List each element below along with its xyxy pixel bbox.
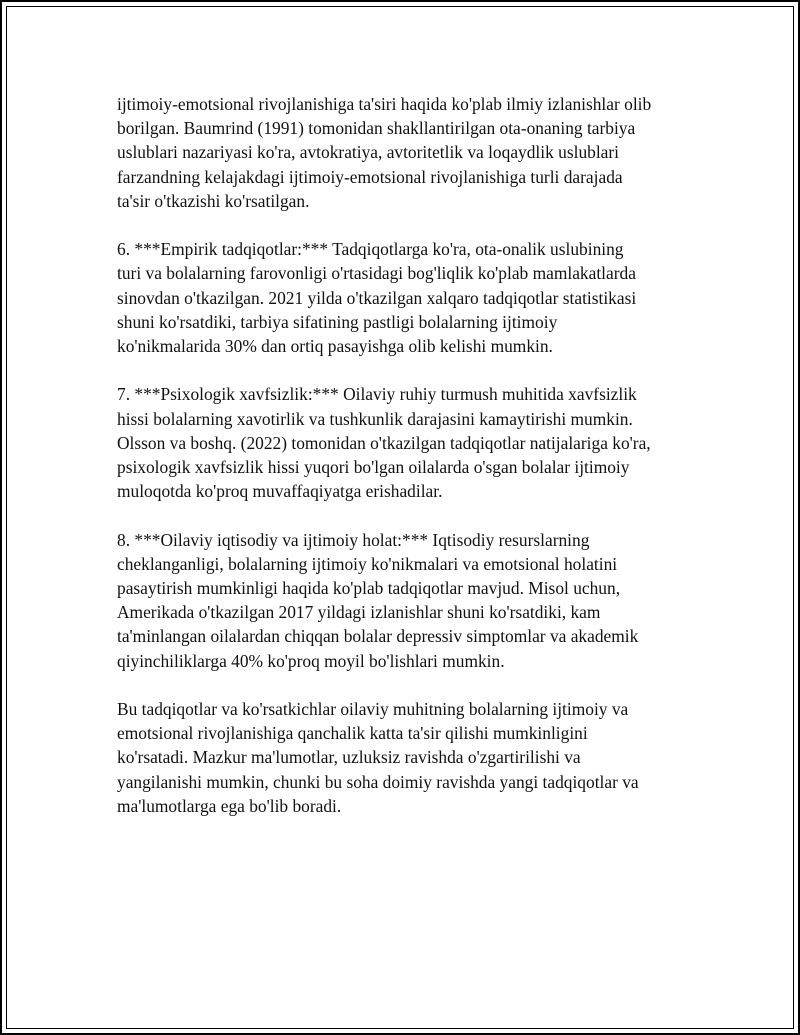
paragraph-conclusion: Bu tadqiqotlar va ko'rsatkichlar oilaviy muhitning bolalarning ijtimoiy va emotsional rivojlanishiga qanchalik katta ta'sir qilishi mumkinligini ko'rsatadi. Mazkur ma'lumotlar, uzluksiz ravishda o'zgartirilishi va yangilanishi mumkin, chunki bu soha doimiy ravishda yangi tadqiqotlar va ma'lumotlarga ega bo'lib boradi. <box>117 699 639 816</box>
paragraph-economic-social-status: 8. ***Oilaviy iqtisodiy va ijtimoiy holat:*** Iqtisodiy resurslarning cheklanganligi, bolalarning ijtimoiy ko'nikmalari va emotsional holatini pasaytirish mumkinligi haqida ko'plab tadqiqotlar mavjud. Misol uchun, Amerikada o'tkazilgan 2017 yildagi izlanishlar shuni ko'rsatdiki, kam ta'minlangan oilalardan chiqqan bolalar depressiv simptomlar va akademik qiyinchiliklarga 40% ko'proq moyil bo'lishlari mumkin. <box>117 529 639 671</box>
paragraph-intro-continuation: ijtimoiy-emotsional rivojlanishiga ta'siri haqida ko'plab ilmiy izlanishlar olib borilgan. Baumrind (1991) tomonidan shakllantirilgan ota-onaning tarbiya uslublari nazariyasi ko'ra, avtokratiya, avtoritetlik va loqaydlik uslublari farzandning kelajakdagi ijtimoiy-emotsional rivojlanishiga turli darajada ta'sir o'tkazishi ko'rsatilgan. <box>117 94 652 211</box>
paragraph-psychological-safety: 7. ***Psixologik xavfsizlik:*** Oilaviy ruhiy turmush muhitida xavfsizlik hissi bolalarning xavotirlik va tushkunlik darajasini kamaytirishi mumkin. Olsson va boshq. (2022) tomonidan o'tkazilgan tadqiqotlar natijalariga ko'ra, psixologik xavfsizlik hissi yuqori bo'lgan oilalarda o'sgan bolalar ijtimoiy muloqotda ko'proq muvaffaqiyatga erishadilar. <box>117 384 651 502</box>
paragraph-empirical-studies: 6. ***Empirik tadqiqotlar:*** Tadqiqotlarga ko'ra, ota-onalik uslubining turi va bolalarning farovonligi o'rtasidagi bog'liqlik ko'plab mamlakatlarda sinovdan o'tkazilgan. 2021 yilda o'tkazilgan xalqaro tadqiqotlar statistikasi shuni ko'rsatdiki, tarbiya sifatining pastligi bolalarning ijtimoiy ko'nikmalarida 30% dan ortiq pasayishga olib kelishi mumkin. <box>117 239 637 357</box>
document-body <box>117 92 697 842</box>
